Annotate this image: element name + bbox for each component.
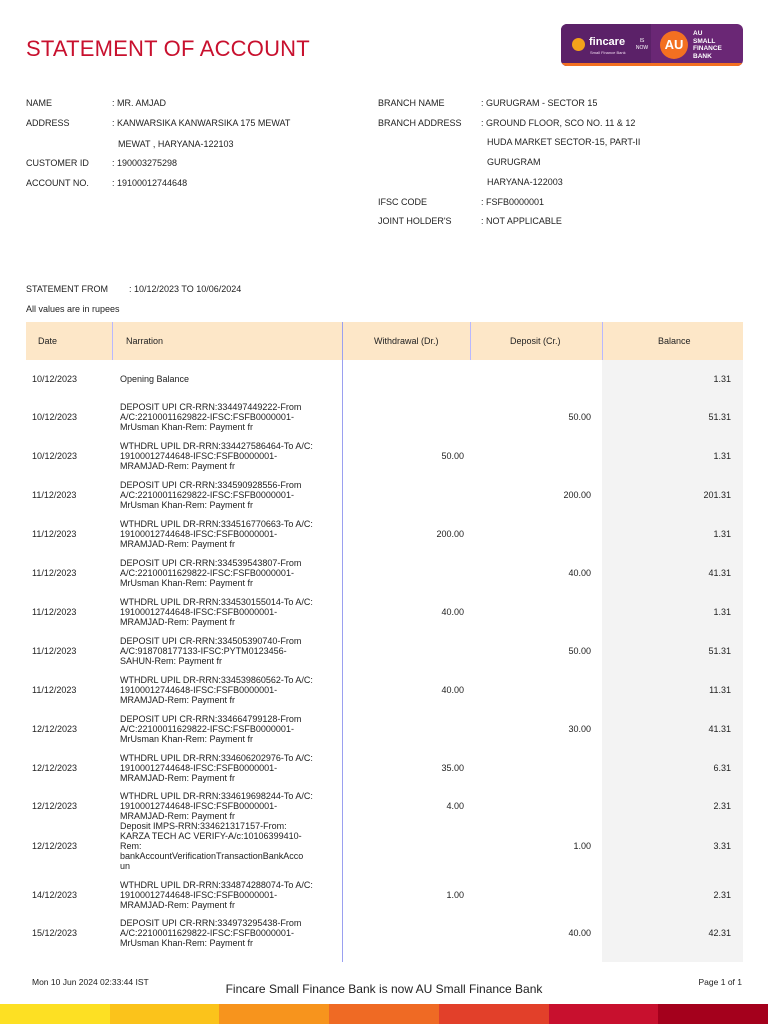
stripe-segment — [439, 1004, 550, 1024]
row-narration: DEPOSIT UPI CR-RRN:334539543807-From A/C:22100011629822-IFSC:FSFB0000001- MrUsman Khan-Rem: Payment fr — [120, 558, 302, 588]
row-withdrawal: 4.00 — [446, 801, 464, 811]
row-date: 11/12/2023 — [32, 607, 77, 617]
address-label: ADDRESS — [26, 118, 70, 128]
stripe-segment — [658, 1004, 768, 1024]
au-mark-icon: AU — [660, 31, 688, 59]
table-header — [26, 322, 743, 360]
row-deposit: 40.00 — [568, 928, 591, 938]
au-line-1: AU — [693, 30, 703, 37]
joint-holder-label: JOINT HOLDER'S — [378, 216, 452, 226]
row-narration: DEPOSIT UPI CR-RRN:334590928556-From A/C:22100011629822-IFSC:FSFB0000001- MrUsman Khan-Rem: Payment fr — [120, 480, 302, 510]
row-balance: 1.31 — [713, 451, 731, 461]
row-date: 11/12/2023 — [32, 685, 77, 695]
fincare-mark-icon — [572, 38, 585, 51]
row-balance: 11.31 — [709, 685, 731, 695]
column-divider — [342, 322, 343, 962]
name-value: : MR. AMJAD — [112, 98, 167, 108]
column-divider — [112, 322, 113, 360]
row-narration: WTHDRL UPIL DR-RRN:334516770663-To A/C: 19100012744648-IFSC:FSFB0000001- MRAMJAD-Rem: Payment fr — [120, 519, 313, 549]
row-date: 11/12/2023 — [32, 568, 77, 578]
page-number: Page 1 of 1 — [698, 977, 742, 987]
address-value-line-1: : KANWARSIKA KANWARSIKA 175 MEWAT — [112, 118, 291, 128]
generated-timestamp: Mon 10 Jun 2024 02:33:44 IST — [32, 977, 149, 987]
stripe-segment — [549, 1004, 660, 1024]
row-balance: 1.31 — [713, 374, 731, 384]
fincare-subtitle: Small Finance Bank — [590, 50, 626, 55]
row-deposit: 40.00 — [568, 568, 591, 578]
row-balance: 41.31 — [708, 568, 731, 578]
row-date: 12/12/2023 — [32, 841, 78, 851]
branch-address-line-3: GURUGRAM — [487, 157, 541, 167]
statement-from-value: : 10/12/2023 TO 10/06/2024 — [129, 284, 242, 294]
row-withdrawal: 35.00 — [441, 763, 464, 773]
row-date: 10/12/2023 — [32, 451, 78, 461]
row-balance: 3.31 — [713, 841, 731, 851]
row-date: 11/12/2023 — [32, 529, 77, 539]
row-date: 10/12/2023 — [32, 374, 78, 384]
au-line-4: BANK — [693, 52, 712, 60]
row-date: 11/12/2023 — [32, 646, 77, 656]
row-date: 14/12/2023 — [32, 890, 78, 900]
row-deposit: 30.00 — [568, 724, 591, 734]
row-withdrawal: 50.00 — [441, 451, 464, 461]
address-value-line-2: MEWAT , HARYANA-122103 — [118, 139, 234, 149]
row-narration: DEPOSIT UPI CR-RRN:334664799128-From A/C:22100011629822-IFSC:FSFB0000001- MrUsman Khan-Rem: Payment fr — [120, 714, 302, 744]
row-withdrawal: 1.00 — [446, 890, 464, 900]
customer-id-value: : 190003275298 — [112, 158, 178, 168]
is-now-label: IS NOW — [635, 38, 649, 51]
footer-message: Fincare Small Finance Bank is now AU Small Finance Bank — [225, 982, 543, 996]
header-withdrawal: Withdrawal (Dr.) — [374, 336, 439, 346]
row-deposit: 50.00 — [568, 412, 591, 422]
row-balance: 6.31 — [713, 763, 731, 773]
currency-note: All values are in rupees — [26, 304, 120, 314]
branch-name-label: BRANCH NAME — [378, 98, 445, 108]
row-balance: 201.31 — [703, 490, 731, 500]
row-balance: 2.31 — [713, 890, 731, 900]
row-narration: WTHDRL UPIL DR-RRN:334539860562-To A/C: 19100012744648-IFSC:FSFB0000001- MRAMJAD-Rem: Payment fr — [120, 675, 313, 705]
row-date: 12/12/2023 — [32, 801, 78, 811]
row-date: 15/12/2023 — [32, 928, 78, 938]
account-number-label: ACCOUNT NO. — [26, 178, 89, 188]
au-line-3: FINANCE — [693, 45, 722, 52]
row-deposit: 200.00 — [563, 490, 591, 500]
row-balance: 2.31 — [713, 801, 731, 811]
row-narration: DEPOSIT UPI CR-RRN:334497449222-From A/C:22100011629822-IFSC:FSFB0000001- MrUsman Khan-Rem: Payment fr — [120, 402, 302, 432]
row-date: 12/12/2023 — [32, 724, 78, 734]
logo-strip — [561, 63, 743, 66]
row-balance: 1.31 — [713, 607, 731, 617]
stripe-segment — [219, 1004, 330, 1024]
joint-holder-value: : NOT APPLICABLE — [481, 216, 562, 226]
row-narration: Opening Balance — [120, 374, 190, 384]
customer-id-label: CUSTOMER ID — [26, 158, 89, 168]
branch-address-line-2: HUDA MARKET SECTOR-15, PART-II — [487, 137, 641, 147]
row-withdrawal: 200.00 — [436, 529, 464, 539]
stripe-segment — [0, 1004, 111, 1024]
statement-from-label: STATEMENT FROM — [26, 284, 108, 294]
ifsc-label: IFSC CODE — [378, 197, 428, 207]
au-bank-name — [693, 30, 722, 60]
column-divider — [602, 322, 603, 360]
row-narration: DEPOSIT UPI CR-RRN:334505390740-From A/C:918708177133-IFSC:PYTM0123456- SAHUN-Rem: Payment fr — [120, 636, 302, 666]
ifsc-value: : FSFB0000001 — [481, 197, 545, 207]
branch-address-label: BRANCH ADDRESS — [378, 118, 462, 128]
header-narration: Narration — [126, 336, 164, 346]
row-balance: 42.31 — [708, 928, 731, 938]
row-date: 11/12/2023 — [32, 490, 77, 500]
header-deposit: Deposit (Cr.) — [510, 336, 561, 346]
row-withdrawal: 40.00 — [441, 607, 464, 617]
au-line-2: SMALL — [693, 37, 716, 45]
row-narration: WTHDRL UPIL DR-RRN:334606202976-To A/C: 19100012744648-IFSC:FSFB0000001- MRAMJAD-Rem: Payment fr — [120, 753, 313, 783]
row-balance: 41.31 — [708, 724, 731, 734]
bank-logo — [561, 24, 743, 66]
row-balance: 51.31 — [708, 646, 731, 656]
page-title: STATEMENT OF ACCOUNT — [26, 36, 310, 61]
row-narration: WTHDRL UPIL DR-RRN:334530155014-To A/C: 19100012744648-IFSC:FSFB0000001- MRAMJAD-Rem: Payment fr — [120, 597, 313, 627]
row-date: 10/12/2023 — [32, 412, 78, 422]
row-narration: Deposit IMPS-RRN:334621317157-From: KARZA TECH AC VERIFY-A/c:10106399410- Rem: bankAccountVerificationTransactionBankAcco un — [120, 821, 304, 871]
row-narration: DEPOSIT UPI CR-RRN:334973295438-From A/C:22100011629822-IFSC:FSFB0000001- MrUsman Khan-Rem: Payment fr — [120, 918, 302, 948]
fincare-name: fincare — [589, 36, 626, 48]
row-narration: WTHDRL UPIL DR-RRN:334874288074-To A/C: 19100012744648-IFSC:FSFB0000001- MRAMJAD-Rem: Payment fr — [120, 880, 313, 910]
row-withdrawal: 40.00 — [441, 685, 464, 695]
row-narration: WTHDRL UPIL DR-RRN:334427586464-To A/C: 19100012744648-IFSC:FSFB0000001- MRAMJAD-Rem: Payment fr — [120, 441, 313, 471]
header-date: Date — [38, 336, 58, 346]
stripe-segment — [110, 1004, 221, 1024]
row-deposit: 1.00 — [573, 841, 591, 851]
name-label: NAME — [26, 98, 53, 108]
row-balance: 51.31 — [708, 412, 731, 422]
branch-address-line-4: HARYANA-122003 — [487, 177, 563, 187]
stripe-segment — [329, 1004, 440, 1024]
account-number-value: : 19100012744648 — [112, 178, 188, 188]
header-balance: Balance — [658, 336, 691, 346]
row-balance: 1.31 — [713, 529, 731, 539]
row-narration: WTHDRL UPIL DR-RRN:334619698244-To A/C: 19100012744648-IFSC:FSFB0000001- MRAMJAD-Rem: Payment fr — [120, 791, 313, 821]
row-deposit: 50.00 — [568, 646, 591, 656]
row-date: 12/12/2023 — [32, 763, 78, 773]
column-divider — [470, 322, 471, 360]
branch-address-line-1: : GROUND FLOOR, SCO NO. 11 & 12 — [481, 118, 636, 128]
branch-name-value: : GURUGRAM - SECTOR 15 — [481, 98, 598, 108]
